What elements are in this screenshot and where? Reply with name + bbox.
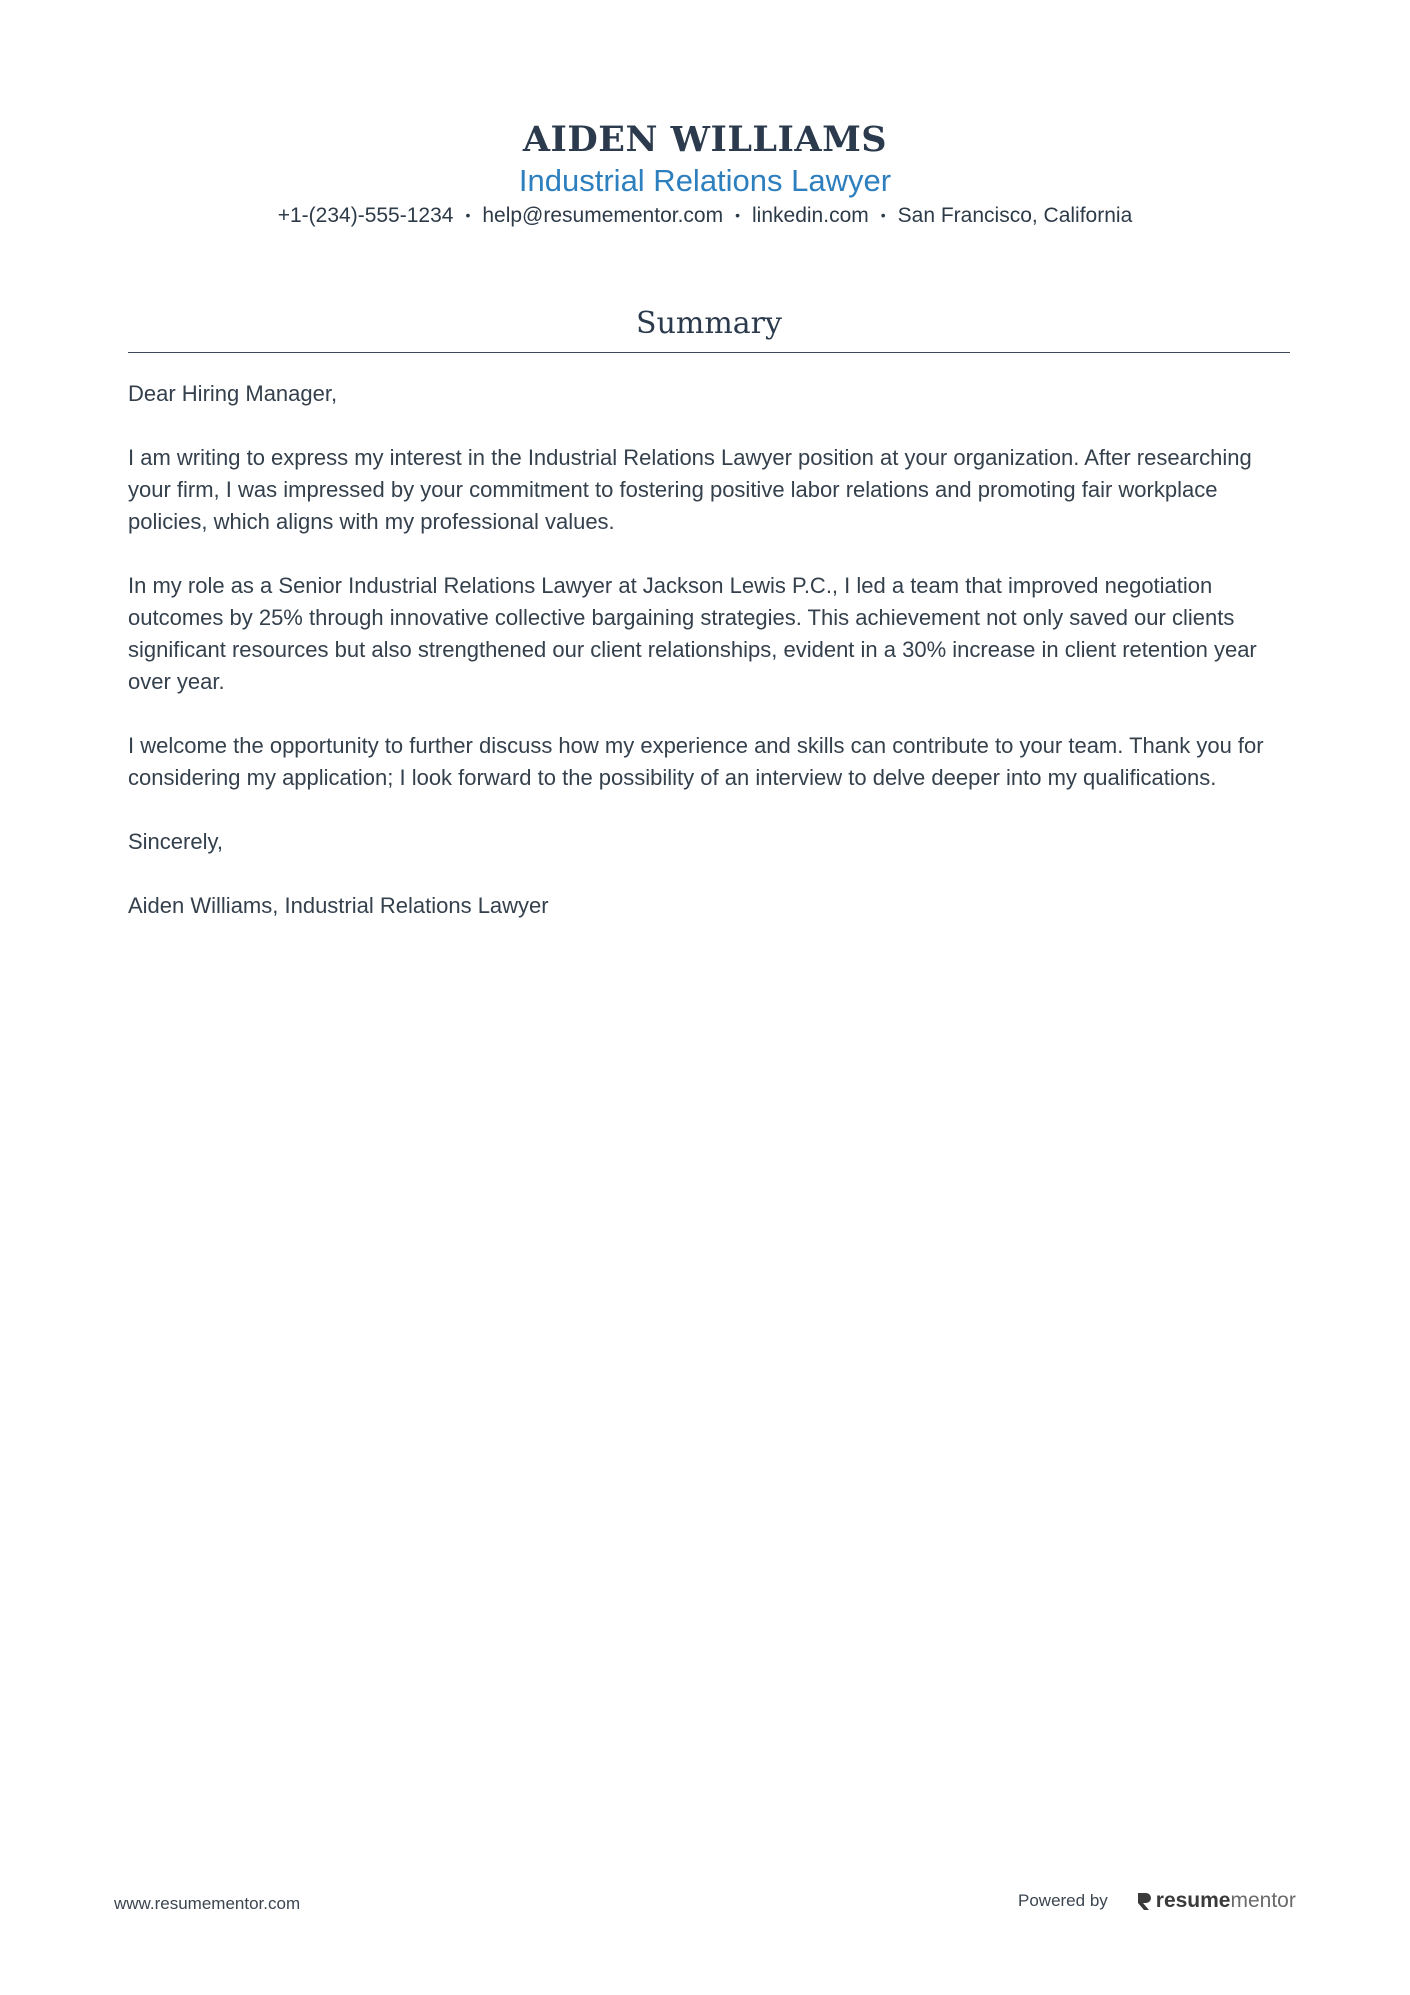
resumementor-logo-icon	[1136, 1891, 1153, 1911]
letter-paragraph-3: I welcome the opportunity to further discuss how my experience and skills can contribute to your team. Thank you for considering my application; I look forward to the possibility of an interview to delve deeper into my qualifications.	[128, 733, 1264, 790]
powered-by-label: Powered by	[1018, 1891, 1108, 1910]
letter-header	[0, 118, 1410, 231]
contact-separator: •	[735, 207, 741, 223]
contact-separator: •	[880, 207, 886, 223]
letter-closing: Sincerely,	[128, 829, 223, 854]
footer-branding	[1018, 1889, 1296, 1913]
candidate-name: AIDEN WILLIAMS	[522, 119, 888, 160]
contact-website: linkedin.com	[752, 204, 869, 227]
letter-body	[128, 378, 1293, 954]
resumementor-logo	[1136, 1889, 1296, 1913]
logo-text-bold: resume	[1155, 1889, 1231, 1912]
footer-website: www.resumementor.com	[114, 1894, 301, 1913]
contact-separator: •	[465, 207, 471, 223]
letter-greeting: Dear Hiring Manager,	[128, 381, 338, 406]
summary-heading: Summary	[128, 304, 1290, 353]
contact-line	[0, 200, 1410, 231]
job-title: Industrial Relations Lawyer	[518, 163, 892, 198]
contact-phone: +1-(234)-555-1234	[277, 204, 454, 227]
contact-email: help@resumementor.com	[482, 204, 724, 227]
letter-signature: Aiden Williams, Industrial Relations Lawyer	[128, 893, 549, 918]
logo-text-light: mentor	[1230, 1889, 1296, 1912]
letter-paragraph-1: I am writing to express my interest in the Industrial Relations Lawyer position at your organization. After researching your firm, I was impressed by your commitment to fostering positive labor relations and promoting fair workplace policies, which aligns with my professional values.	[128, 445, 1252, 534]
letter-paragraph-2: In my role as a Senior Industrial Relations Lawyer at Jackson Lewis P.C., I led a team that improved negotiation outcomes by 25% through innovative collective bargaining strategies. This achievement not only saved our clients significant resources but also strengthened our client relationships, evident in a 30% increase in client retention year over year.	[128, 573, 1257, 694]
contact-location: San Francisco, California	[897, 204, 1133, 227]
